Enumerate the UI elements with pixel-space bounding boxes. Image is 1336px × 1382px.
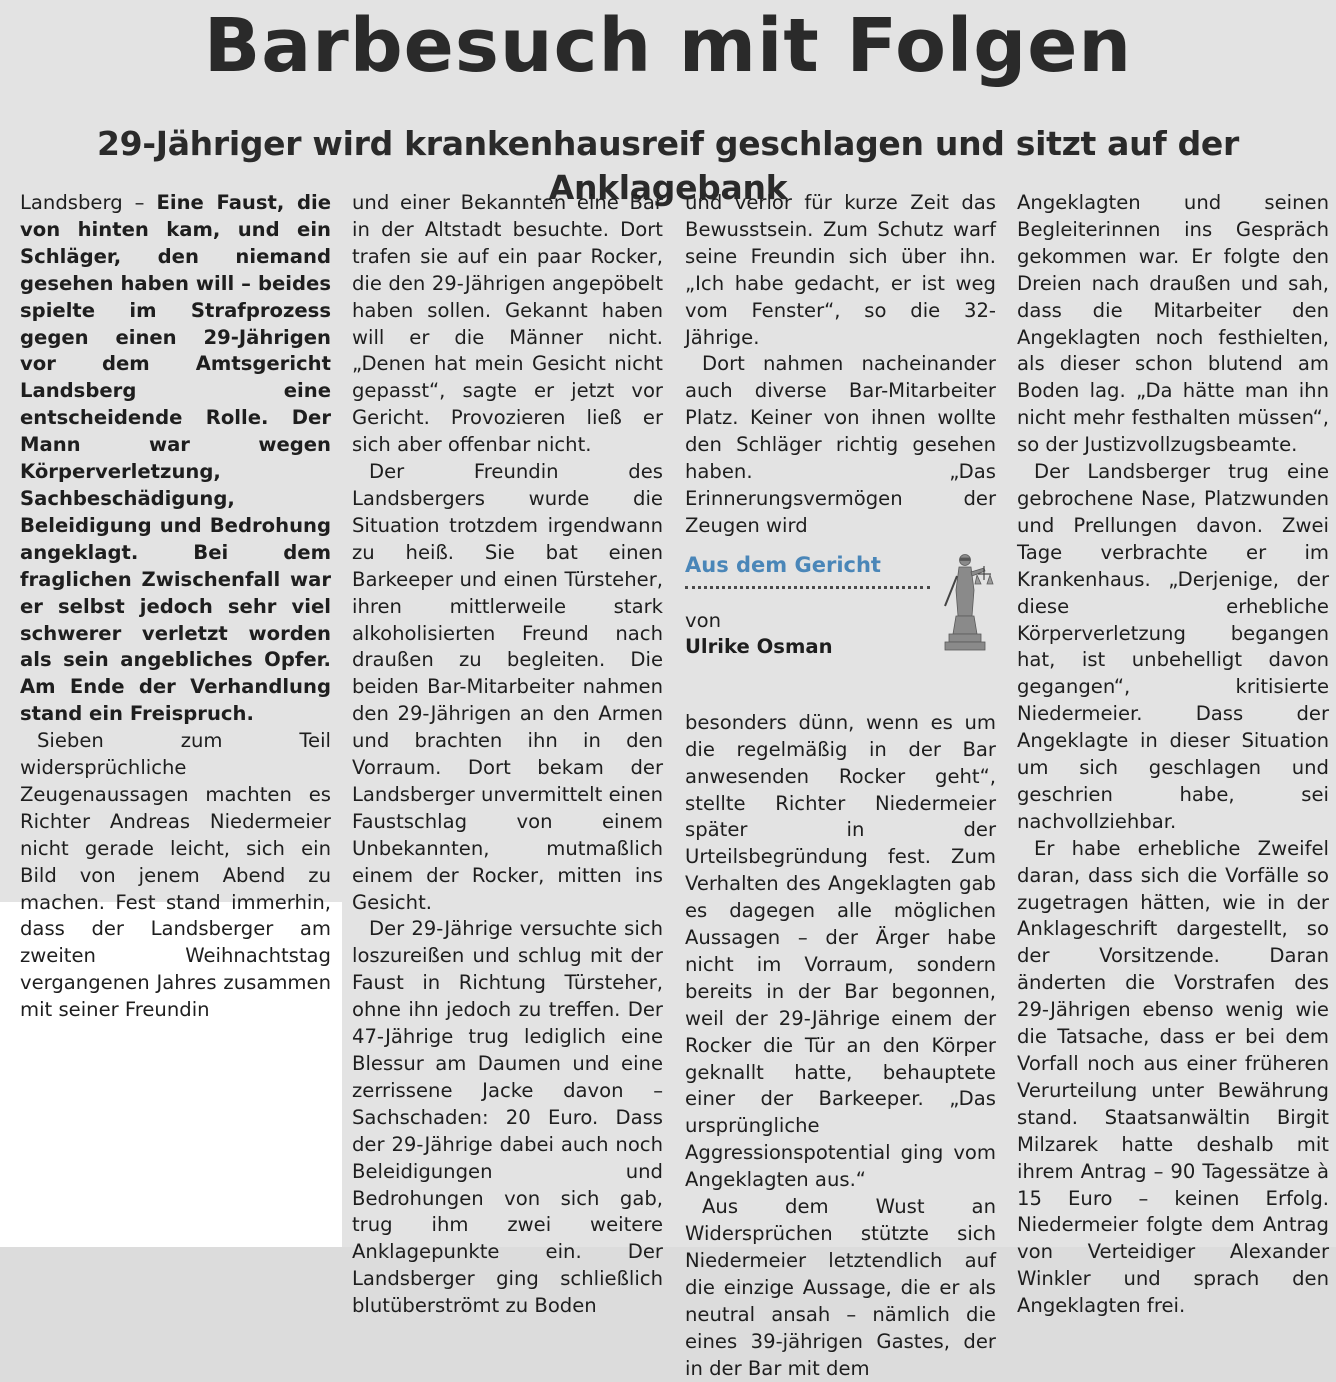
body-paragraph: Der 29-Jährige versuchte sich loszureißen und schlug mit der Faust in Richtung Türsteher, ohne ihn jedoch zu treffen. Der 47-Jährige trug lediglich eine Blessur am Daumen und eine zerrissene Jacke davon – Sachschaden: 20 Euro. Dass der 29-Jährige dabei auch noch Beleidigungen und Bedrohungen von sich gab, trug ihm zwei weitere Anklagepunkte ein. Der Landsberger ging schließlich blutüberströmt zu Boden xyxy=(352,917,663,1318)
body-paragraph: und verlor für kurze Zeit das Bewusstsein. Zum Schutz warf seine Freundin sich über ihn. „Ich habe gedacht, er ist weg vom Fenster“, so die 32-Jährige. xyxy=(685,191,996,349)
body-paragraph: Dort nahmen nacheinander auch diverse Bar-Mitarbeiter Platz. Keiner von ihnen wollte den Schläger richtig gesehen haben. „Das Erinnerungsvermögen der Zeugen wird xyxy=(685,352,996,537)
lead-paragraph xyxy=(20,190,331,728)
lead-text: Eine Faust, die von hinten kam, und ein Schläger, den niemand gesehen haben will – beides spielte im Strafprozess gegen einen 29-Jährigen vor dem Amtsgericht Landsberg eine entscheidende Rolle. Der Mann war wegen Körperverletzung, Sachbeschädigung, Beleidigung und Bedrohung angeklagt. Bei dem fraglichen Zwischenfall war er selbst jedoch sehr viel schwerer verletzt worden als sein angebliches Opfer. Am Ende der Verhandlung stand ein Freispruch. xyxy=(20,191,331,726)
body-paragraph: Der Freundin des Landsbergers wurde die Situation trotzdem irgendwann zu heiß. Sie bat einen Barkeeper und einen Türsteher, ihren mittlerweile stark alkoholisierten Freund nach draußen zu begleiten. Die beiden Bar-Mitarbeiter nahmen den 29-Jährigen an den Armen und brachten ihn in den Vorraum. Dort bekam der Landsberger unvermittelt einen Faustschlag von einem Unbekannten, mutmaßlich einem der Rocker, mitten ins Gesicht. xyxy=(352,460,663,914)
body-paragraph: Angeklagten und seinen Begleiterinnen ins Gespräch gekommen war. Er folgte den Dreien nach draußen und sah, dass die Mitarbeiter den Angeklagten noch festhielten, als dieser schon blutend am Boden lag. „Da hätte man ihn nicht mehr festhalten müssen“, so der Justizvollzugsbeamte. xyxy=(1017,191,1329,457)
author-name: Ulrike Osman xyxy=(685,634,833,658)
body-paragraph: Er habe erhebliche Zweifel daran, dass sich die Vorfälle so zugetragen hätten, wie in der Anklageschrift dargestellt, so der Vorsitzende. Daran änderten die Vorstrafen des 29-Jährigen ebenso wenig wie die Tatsache, dass er bei dem Vorfall noch aus einer früheren Verurteilung unter Bewährung stand. Staatsanwältin Birgit Milzarek hatte deshalb mit ihrem Antrag – 90 Tagessätze à 15 Euro – keinen Erfolg. Niedermeier folgte dem Antrag von Verteidiger Alexander Winkler und sprach den Angeklagten frei. xyxy=(1017,836,1329,1318)
column-info-box xyxy=(685,542,996,706)
justitia-statue-icon xyxy=(935,546,995,652)
body-paragraph: besonders dünn, wenn es um die regelmäßig in der Bar anwesenden Rocker geht“, stellte Richter Niedermeier später in der Urteilsbegründung fest. Zum Verhalten des Angeklagten gab es dagegen alle möglichen Aussagen – der Ärger habe nicht im Vorraum, sondern bereits in der Bar begonnen, weil der 29-Jährige einem der Rocker die Tür an den Körper geknallt hatte, behauptete einer der Barkeeper. „Das ursprüngliche Aggressionspotential ging vom Angeklagten aus.“ xyxy=(685,710,996,1192)
body-paragraph: Der Landsberger trug eine gebrochene Nase, Platzwunden und Prellungen davon. Zwei Tage verbrachte er im Krankenhaus. „Derjenige, der diese erhebliche Körperverletzung begangen hat, ist unbehelligt davon gegangen“, kritisierte Niedermeier. Dass der Angeklagte in dieser Situation um sich geschlagen und geschrien habe, sei nachvollziehbar. xyxy=(1017,460,1329,833)
body-paragraph: Sieben zum Teil widersprüchliche Zeugenaussagen machten es Richter Andreas Niedermeier nicht gerade leicht, sich ein Bild von jenem Abend zu machen. Fest stand immerhin, dass der Landsberger am zweiten Weihnachtstag vergangenen Jahres zusammen mit seiner Freundin xyxy=(20,729,331,1022)
article-column-3 xyxy=(685,190,996,1382)
byline-prefix: von xyxy=(685,608,722,632)
body-paragraph: Aus dem Wust an Widersprüchen stützte sich Niedermeier letztendlich auf die einzige Aussage, die er als neutral ansah – nämlich die eines 39-jährigen Gastes, der in der Bar mit dem xyxy=(685,1195,996,1380)
article-column-2 xyxy=(352,190,663,1320)
dotted-divider xyxy=(685,586,930,589)
dateline: Landsberg – xyxy=(20,191,145,214)
article-column-4 xyxy=(1017,190,1329,1320)
body-paragraph: und einer Bekannten eine Bar in der Altstadt besuchte. Dort trafen sie auf ein paar Rocker, die den 29-Jährigen angepöbelt haben sollen. Gekannt haben will er die Männer nicht. „Denen hat mein Gesicht nicht gepasst“, sagte er jetzt vor Gericht. Provozieren ließ er sich aber offenbar nicht. xyxy=(352,191,663,457)
article-column-1 xyxy=(20,190,331,1024)
headline: Barbesuch mit Folgen xyxy=(203,3,1133,89)
column-title: Aus dem Gericht xyxy=(685,552,881,577)
subheadline: 29-Jähriger wird krankenhausreif geschlagen und sitzt auf der Anklagebank xyxy=(97,124,1239,207)
